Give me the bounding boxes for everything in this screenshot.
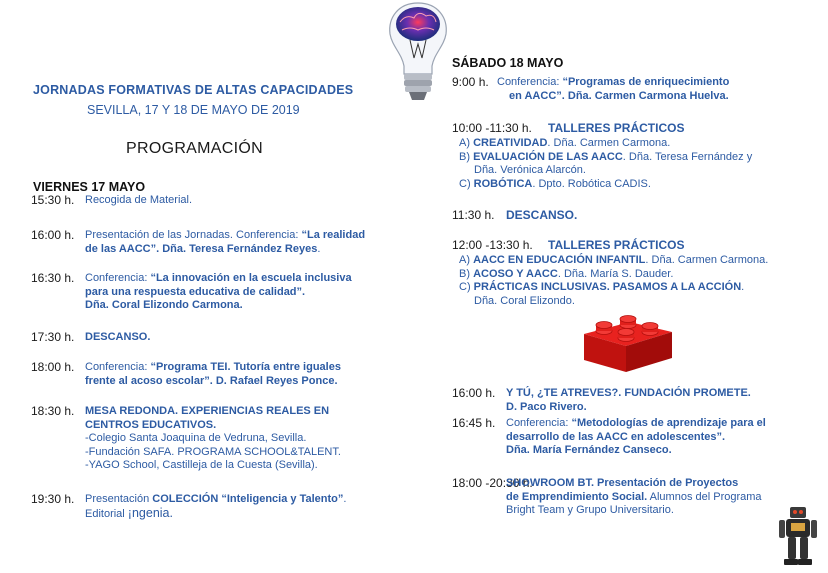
event-time: 17:30 h. [31,330,75,344]
workshop-speaker: . Dña. Teresa Fernández y [622,150,753,163]
workshop-speaker: . Dña. María S. Dauder. [557,267,674,280]
event-title: “Programa TEI. Tutoría entre iguales [150,361,341,373]
list-marker: C) [459,281,474,293]
workshop-speaker: . Dña. Carmen Carmona. [645,254,769,266]
publisher-logo: ¡ngenia. [127,505,173,520]
event-title: Y TÚ, ¿TE ATREVES?. FUNDACIÓN PROMETE. [506,387,751,399]
workshop-speaker: Dña. Verónica Alarcón. [474,164,586,176]
event-text: Presentación [85,493,153,505]
saturday-event-4 [452,239,822,311]
workshop-title: EVALUACIÓN DE LAS AACC [473,150,623,163]
publisher-label: Editorial [85,507,128,520]
event-title: frente al acoso escolar”. D. Rafael Reyes Ponce. [85,374,338,387]
list-marker: A) [459,137,474,149]
event-text: Conferencia: [506,417,572,429]
event-time: 11:30 h. [452,208,495,222]
event-time: 16:00 h. [452,386,496,400]
friday-heading: VIERNES 17 MAYO [33,180,146,194]
event-text: Bright Team y Grupo Universitario. [506,504,674,516]
event-title: en AACC”. Dña. Carmen Carmona Huelva. [509,89,729,102]
event-title: TALLERES PRÁCTICOS [548,121,685,135]
event-text: Alumnos del Programa [647,490,762,503]
list-item: -Colegio Santa Joaquina de Vedruna, Sevilla. [85,432,307,444]
event-title: DESCANSO. [85,331,151,343]
list-item: -Fundación SAFA. PROGRAMA SCHOOL&TALENT. [85,445,341,458]
workshop-speaker: . Dpto. Robótica CADIS. [532,177,651,190]
event-speaker: D. Paco Rivero. [506,400,587,413]
workshop-title: PRÁCTICAS INCLUSIVAS. PASAMOS A LA ACCIÓN [473,281,742,293]
workshop-title: ACOSO Y AACC [473,267,558,280]
friday-event-4 [31,331,411,345]
event-title: desarrollo de las AACC en adolescentes”. [506,430,726,443]
event-time: 18:30 h. [31,404,75,418]
event-time: 18:00 h. [31,360,75,374]
event-text: Presentación de las Jornadas. Conferencia: [85,229,302,241]
friday-event-3 [31,272,411,314]
event-title: CENTROS EDUCATIVOS. [85,418,217,431]
event-time: 12:00 -13:30 h. [452,238,533,252]
event-text: Conferencia: [85,361,151,373]
list-marker: C) [459,177,474,190]
event-title: para una respuesta educativa de calidad”. [85,285,306,298]
event-speaker: Dña. Coral Elizondo Carmona. [85,299,243,311]
event-title: “Programas de enriquecimiento [562,76,730,88]
event-text: . [343,493,347,505]
saturday-event-2 [452,122,822,194]
lightbulb-brain-icon [384,0,452,106]
event-title: TALLERES PRÁCTICOS [548,238,685,252]
event-speaker: Dña. María Fernández Canseco. [506,444,672,456]
event-title: “La innovación en la escuela inclusiva [150,272,352,284]
event-time: 15:30 h. [31,193,75,207]
event-title: de las AACC”. Dña. Teresa Fernández Reyes [85,242,318,255]
event-text: Conferencia: [497,76,563,88]
event-text: Recogida de Material. [85,194,193,206]
workshop-title: CREATIVIDAD [473,137,548,149]
page-title: JORNADAS FORMATIVAS DE ALTAS CAPACIDADES [33,83,354,97]
saturday-event-6 [452,417,822,459]
page-subtitle: SEVILLA, 17 Y 18 DE MAYO DE 2019 [87,103,300,117]
friday-event-6 [31,405,411,475]
event-title: “La realidad [301,229,366,241]
event-title: de Emprendimiento Social. [506,490,648,503]
lego-brick-icon [578,312,676,374]
event-text: Conferencia: [85,272,151,284]
saturday-event-3 [452,209,822,223]
workshop-speaker: . [741,281,745,293]
event-title: DESCANSO. [506,208,578,222]
event-title: COLECCIÓN “Inteligencia y Talento” [152,493,344,505]
workshop-title: ROBÓTICA [473,177,533,190]
list-marker: B) [459,267,474,280]
event-title: MESA REDONDA. EXPERIENCIAS REALES EN [85,405,330,417]
event-time: 16:30 h. [31,271,75,285]
saturday-event-5 [452,387,822,415]
event-time: 18:00 -20:30 h. [452,476,533,490]
list-item: -YAGO School, Castilleja de la Cuesta (Sevilla). [85,459,318,471]
event-text: . [317,242,321,255]
robot-icon [776,505,820,569]
workshop-speaker: Dña. Coral Elizondo. [474,294,575,307]
event-time: 16:45 h. [452,416,496,430]
friday-event-7 [31,493,411,523]
friday-event-5 [31,361,411,389]
event-time: 16:00 h. [31,228,75,242]
saturday-heading: SÁBADO 18 MAYO [452,56,564,70]
event-time: 19:30 h. [31,492,75,506]
event-title: SHOWROOM BT. Presentación de Proyectos [506,477,739,489]
list-marker: B) [459,150,474,163]
event-time: 10:00 -11:30 h. [452,121,532,135]
friday-event-1 [31,194,411,208]
workshop-speaker: . Dña. Carmen Carmona. [547,137,671,149]
section-heading: PROGRAMACIÓN [126,140,263,157]
event-title: “Metodologías de aprendizaje para el [571,417,766,429]
friday-event-2 [31,229,411,257]
saturday-event-7 [452,477,822,519]
event-time: 9:00 h. [452,75,489,89]
list-marker: A) [459,254,474,266]
saturday-event-1 [452,76,822,104]
workshop-title: AACC EN EDUCACIÓN INFANTIL [473,254,646,266]
